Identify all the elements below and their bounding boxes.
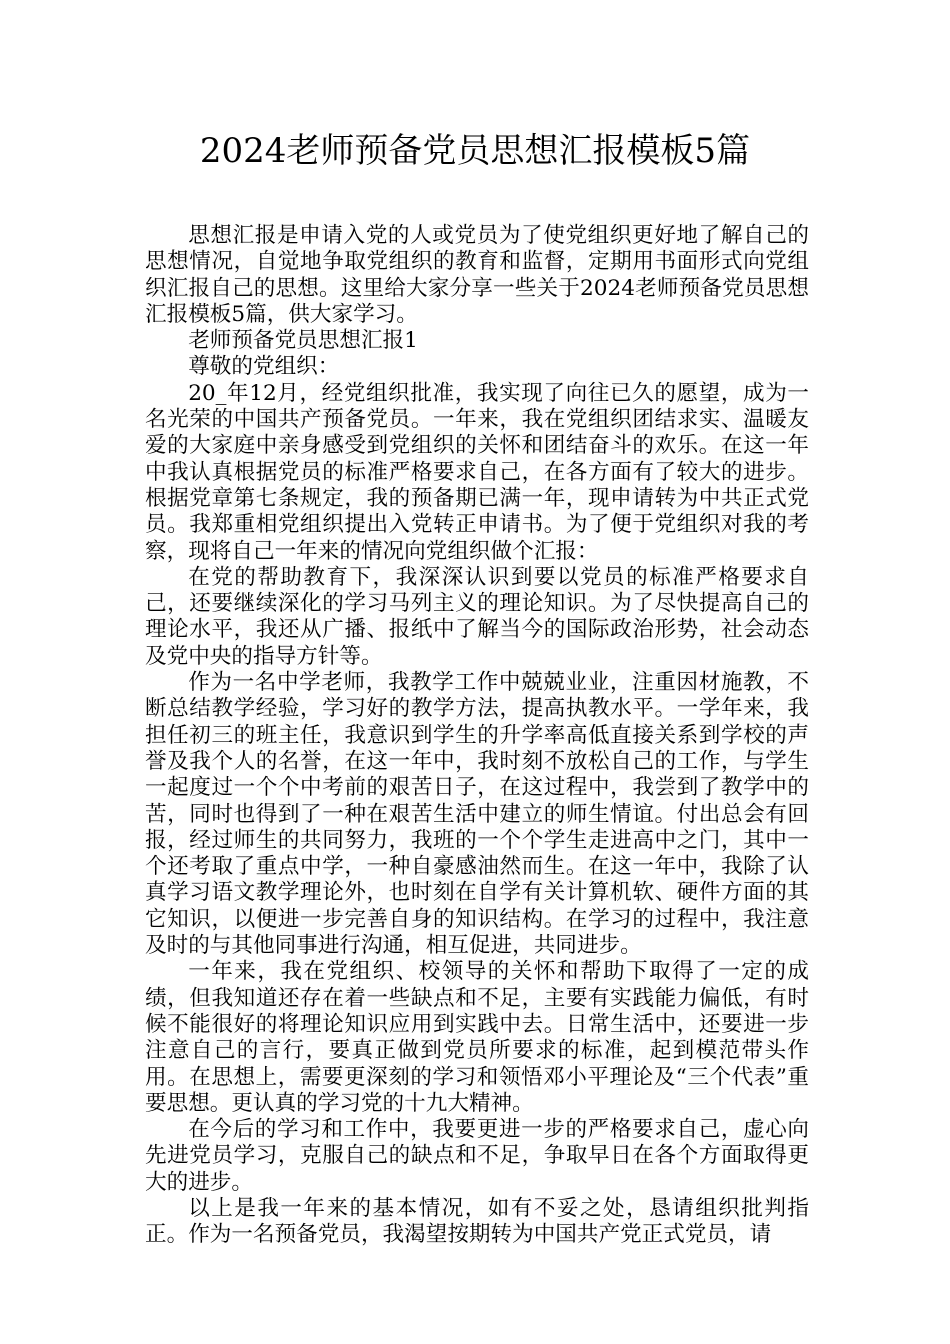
body-paragraph: 20_年12月，经党组织批准，我实现了向往已久的愿望，成为一名光荣的中国共产预备党员。一年来，我在党组织团结求实、温暖友爱的大家庭中亲身感受到党组织的关怀和团结奋斗的欢乐。在这一年中我认真根据党员的标准严格要求自己，在各方面有了较大的进步。根据党章第七条规定，我的预备期已满一年，现申请转为中共正式党员。我郑重相党组织提出入党转正申请书。为了便于党组织对我的考察，现将自己一年来的情况向党组织做个汇报： — [145, 380, 809, 564]
intro-paragraph: 思想汇报是申请入党的人或党员为了使党组织更好地了解自己的思想情况，自觉地争取党组织的教育和监督，定期用书面形式向党组织汇报自己的思想。这里给大家分享一些关于2024老师预备党员思想汇报模板5篇，供大家学习。 — [145, 223, 809, 327]
section-heading: 老师预备党员思想汇报1 — [188, 328, 418, 354]
document-body — [145, 223, 809, 1249]
body-paragraph: 一年来，我在党组织、校领导的关怀和帮助下取得了一定的成绩，但我知道还存在着一些缺点和不足，主要有实践能力偏低，有时候不能很好的将理论知识应用到实践中去。日常生活中，还要进一步注意自己的言行，要真正做到党员所要求的标准，起到模范带头作用。在思想上，需要更深刻的学习和领悟邓小平理论及“三个代表”重要思想。更认真的学习党的十九大精神。 — [145, 959, 809, 1116]
body-paragraph: 以上是我一年来的基本情况，如有不妥之处，恳请组织批判指正。作为一名预备党员，我渴望按期转为中国共产党正式党员，请 — [145, 1195, 809, 1248]
salutation: 尊敬的党组织： — [188, 354, 340, 380]
body-paragraph: 在党的帮助教育下，我深深认识到要以党员的标准严格要求自己，还要继续深化的学习马列主义的理论知识。为了尽快提高自己的理论水平，我还从广播、报纸中了解当今的国际政治形势，社会动态及党中央的指导方针等。 — [145, 564, 809, 669]
body-paragraph: 在今后的学习和工作中，我要更进一步的严格要求自己，虚心向先进党员学习，克服自己的缺点和不足，争取早日在各个方面取得更大的进步。 — [145, 1117, 809, 1195]
body-paragraph: 作为一名中学老师，我教学工作中兢兢业业，注重因材施教，不断总结教学经验，学习好的教学方法，提高执教水平。一学年来，我担任初三的班主任，我意识到学生的升学率高低直接关系到学校的声誉及我个人的名誉，在这一年中，我时刻不放松自己的工作，与学生一起度过一个个中考前的艰苦日子，在这过程中，我尝到了教学中的苦，同时也得到了一种在艰苦生活中建立的师生情谊。付出总会有回报，经过师生的共同努力，我班的一个个学生走进高中之门，其中一个还考取了重点中学，一种自豪感油然而生。在这一年中，我除了认真学习语文教学理论外，也时刻在自学有关计算机软、硬件方面的其它知识，以便进一步完善自身的知识结构。在学习的过程中，我注意及时的与其他同事进行沟通，相互促进，共同进步。 — [145, 670, 809, 959]
document-title: 2024老师预备党员思想汇报模板5篇 — [199, 131, 751, 171]
